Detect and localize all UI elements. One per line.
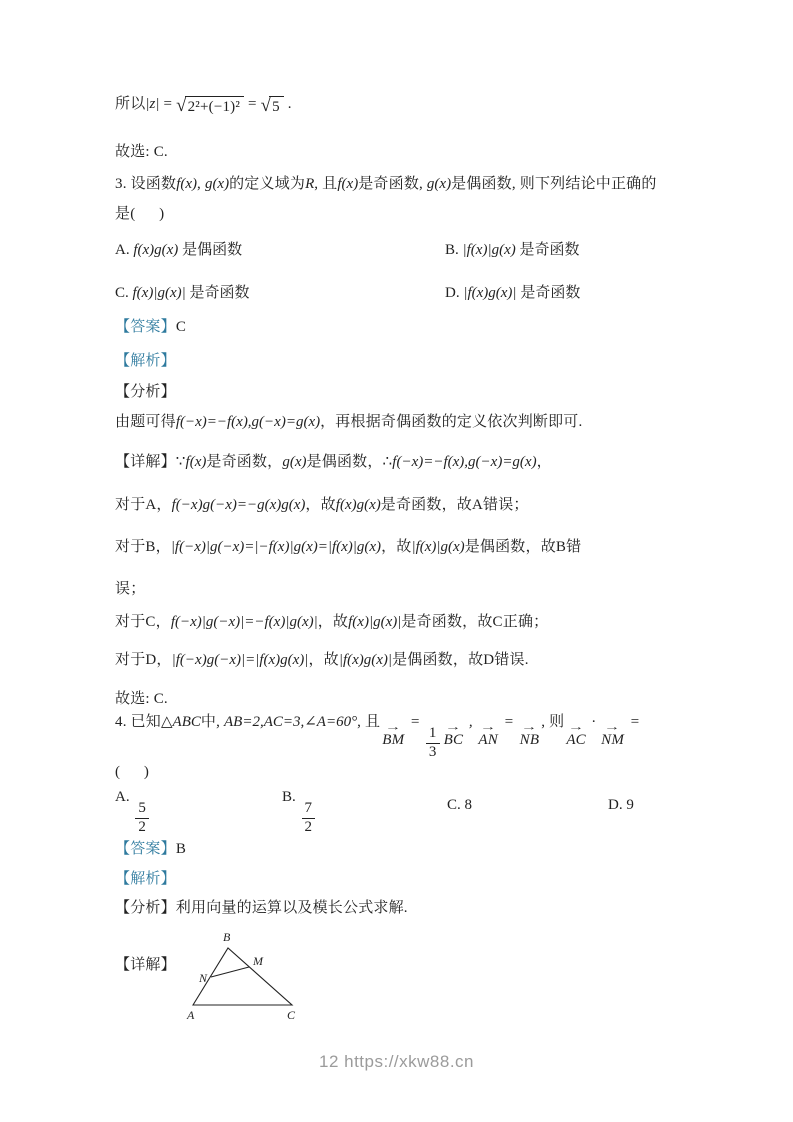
q4-answer-line [115,839,723,860]
q4-option-a: A. $\frac{5}{2}$ [115,789,151,836]
q3-fenxi-text: 由题可得f(−x)=−f(x),g(−x)=g(x)，再根据奇偶函数的定义依次判断即可. [115,414,583,430]
q3-detail-intro: 【详解】∵f(x)是奇函数，g(x)是偶函数，∴f(−x)=−f(x),g(−x)=g(x)， [115,454,552,470]
q3-options-row-1 [115,238,723,272]
vertex-label-C: C [287,1008,296,1022]
q4-stem-line2: ( ) [115,764,150,780]
fenxi-label: 【分析】 [115,384,176,400]
q4-stem-line1: 4. 已知△ABC中, AB=2,AC=3,∠A=60°, 且 → BM = $\frac{1}{3}$ → BC , → AN = → NB , 则 → AC · → NM = [115,714,640,760]
q3-case-c: 对于C，f(−x)|g(−x)|=−f(x)|g(x)|，故f(x)|g(x)|是奇函数，故C正确； [115,614,549,630]
q4-options-row [115,789,723,835]
answer-label: 【答案】 [115,841,176,857]
modulus-formula-line: 所以|z| = √ 2²+(−1)² = √ 5 . [115,95,292,116]
q3-case-b-line1: 对于B，|f(−x)|g(−x)=|−f(x)|g(x)=|f(x)|g(x)，故|f(x)|g(x)是偶函数，故B错 [115,539,582,555]
point-label-M: M [253,954,263,968]
q4-option-c: C. 8 [447,797,473,813]
q3-case-b-line2: 误； [115,581,146,597]
q3-option-c: C. f(x)|g(x)| 是奇函数 [115,285,250,301]
footer-text: 12 https://xkw88.cn [318,1052,475,1071]
q4-option-b: B. $\frac{7}{2}$ [282,789,317,836]
triangle-outline [193,948,292,1005]
jiexi-label: 【解析】 [115,871,176,887]
q4-answer-value: B [175,841,187,857]
q3-jiexi-line [115,351,723,372]
previous-choose-line: 故选: C. [115,144,168,160]
q3-option-d: D. |f(x)g(x)| 是奇函数 [445,285,581,301]
q3-fenxi-label-line [115,382,723,403]
vertex-label-A: A [187,1008,195,1022]
q3-stem-line1: 3. 设函数f(x), g(x)的定义域为R, 且f(x)是奇函数, g(x)是偶函数, 则下列结论中正确的 [115,176,657,192]
q3-answer-line [115,317,723,338]
q3-options-row-2 [115,281,723,315]
q3-option-b: B. |f(x)|g(x) 是奇函数 [445,242,580,258]
q3-stem-line2: 是( ) [115,206,165,222]
point-label-N: N [199,971,208,985]
q3-case-d: 对于D，|f(−x)g(−x)|=|f(x)g(x)|，故|f(x)g(x)|是偶函数，故D错误. [115,652,529,668]
jiexi-label: 【解析】 [115,353,176,369]
xiangjie-label: 【详解】 [115,957,176,973]
q4-jiexi-line [115,869,723,890]
q4-option-d: D. 9 [608,797,634,813]
answer-label: 【答案】 [115,319,176,335]
q3-answer-value: C [175,319,187,335]
q3-case-a: 对于A，f(−x)g(−x)=−g(x)g(x)，故f(x)g(x)是奇函数，故A错误； [115,497,529,513]
q3-choose-line: 故选: C. [115,691,168,707]
triangle-figure [175,926,325,1024]
segment-NM [211,967,249,977]
vertex-label-B: B [223,930,231,944]
q4-fenxi-text: 【分析】利用向量的运算以及模长公式求解. [115,900,408,916]
page-footer [0,1052,793,1072]
q3-option-a: A. f(x)g(x) 是偶函数 [115,242,243,258]
